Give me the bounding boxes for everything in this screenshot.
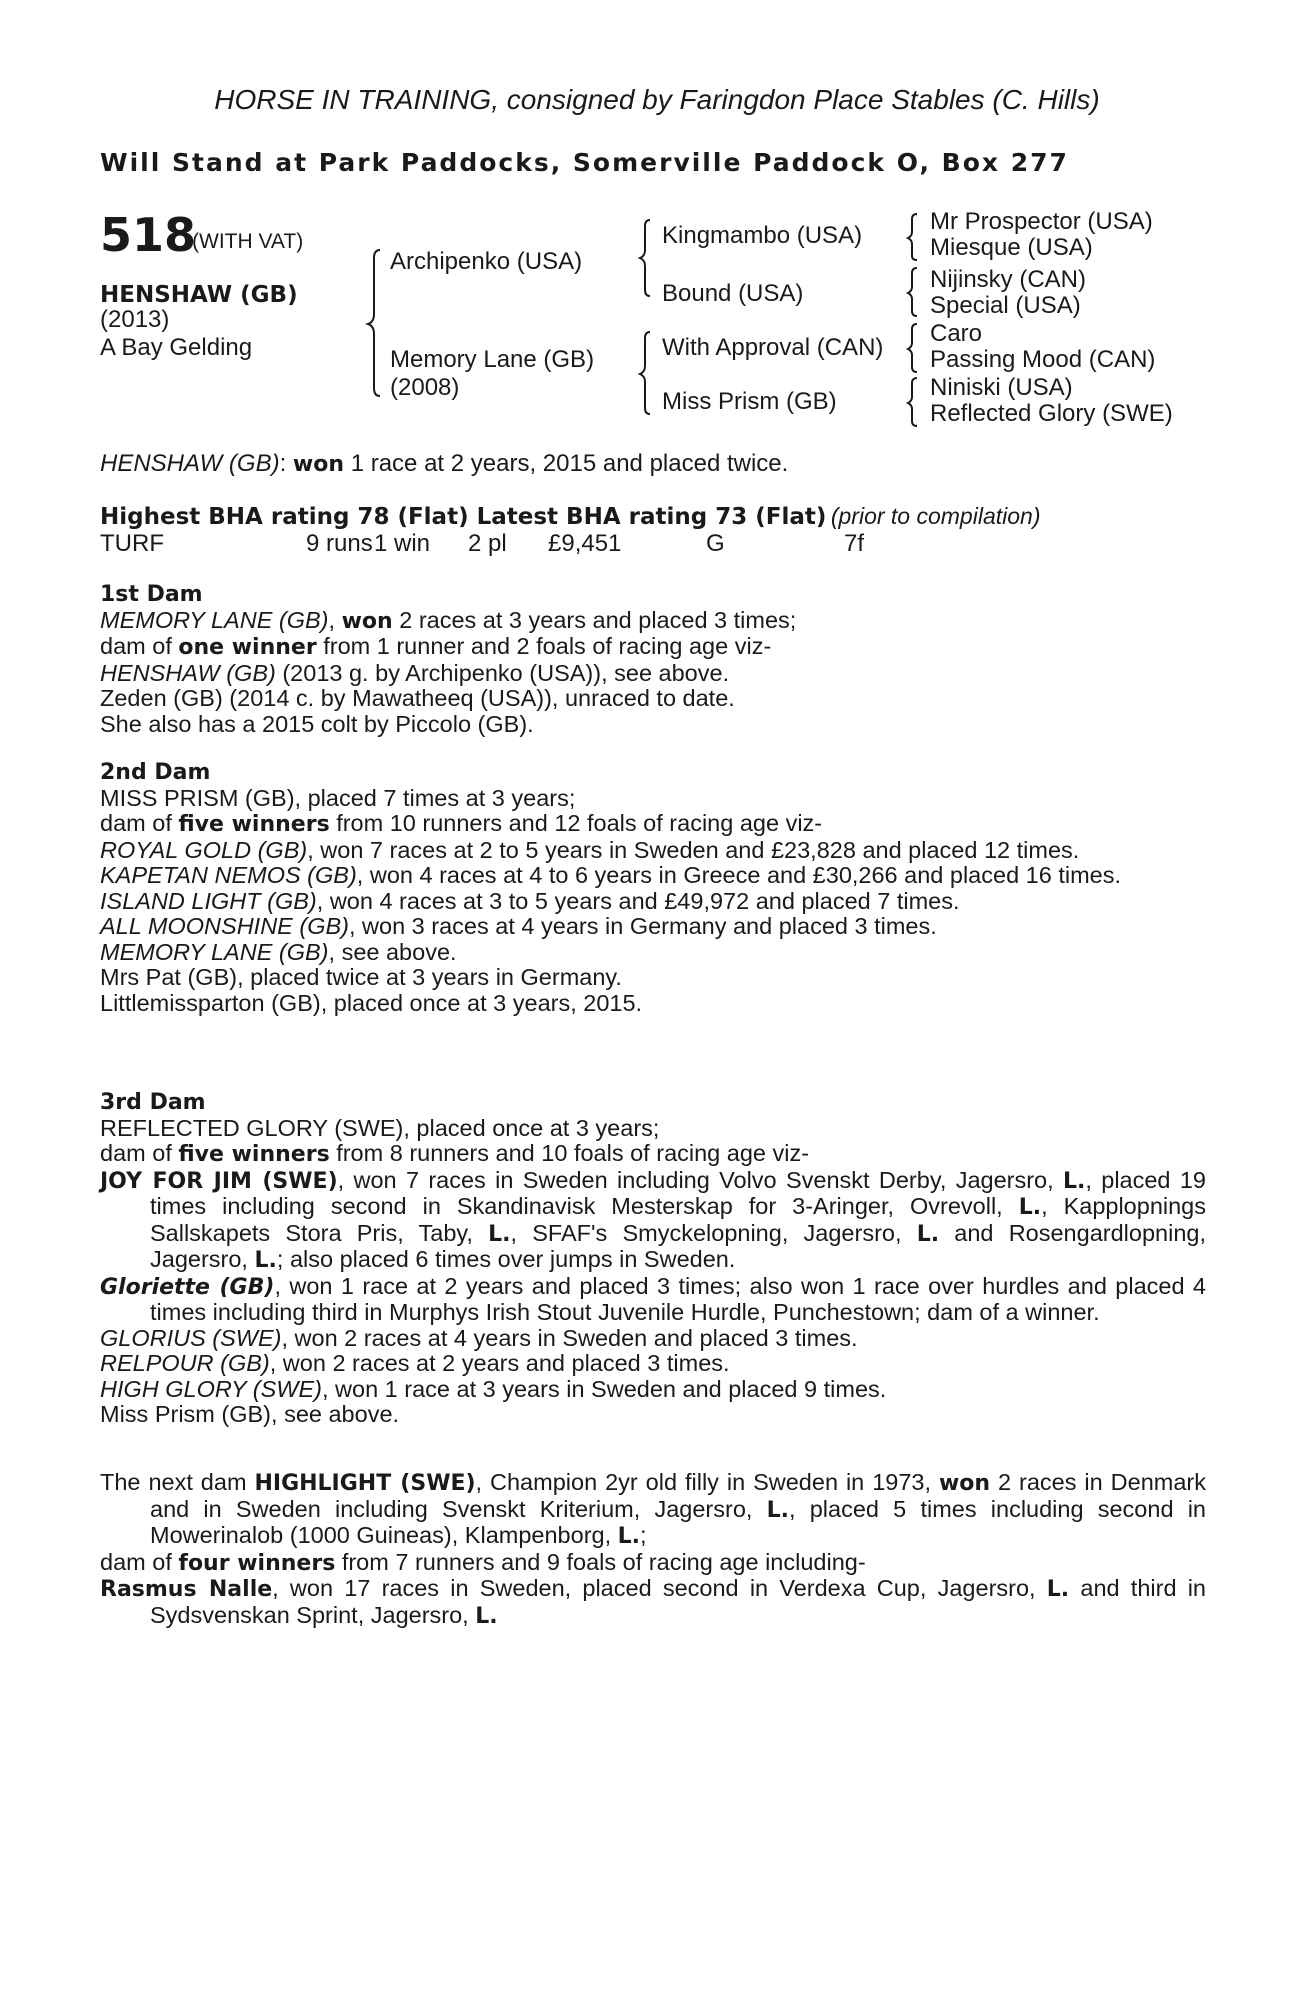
second-dam-line2: dam of five winners from 10 runners and 12 foals of racing age viz- [100, 810, 823, 837]
pedigree-bracket-g12 [906, 212, 920, 262]
second-dam-heading: 2nd Dam [100, 760, 211, 785]
foaling-year: (2013) [100, 306, 170, 333]
pedigree-bracket-g34 [906, 266, 920, 318]
second-dam-progeny: MEMORY LANE (GB), see above. [100, 938, 457, 965]
next-dam-progeny: Rasmus Nalle, won 17 races in Sweden, placed second in Verdexa Cup, Jagersro, L. and third in Sydsvenskan Sprint, Jagersro, L. [100, 1575, 1207, 1629]
next-dam-line: The next dam HIGHLIGHT (SWE), Champion 2yr old filly in Sweden in 1973, won 2 races in Denmark and in Sweden including Svenskt Kriterium, Jagersro, L., placed 5 times including second in Mowerinalob (1000 Guineas), Klampenborg, L.; [100, 1469, 1206, 1549]
third-dam-progeny: RELPOUR (GB), won 2 races at 2 years and placed 3 times. [100, 1350, 730, 1376]
horse-name: HENSHAW (GB) [100, 282, 298, 308]
vat-note: (WITH VAT) [192, 230, 304, 253]
third-dam-progeny: Gloriette (GB), won 1 race at 2 years and placed 3 times; also won 1 race over hurdles and placed 4 times including third in Murphys Irish Stout Juvenile Hurdle, Punchestown; dam of a winner. [100, 1272, 1206, 1325]
pedigree-bracket-sire [638, 218, 654, 298]
first-dam-line1: MEMORY LANE (GB), won 2 races at 3 years and placed 3 times; [100, 606, 797, 634]
record-surface: TURF [100, 530, 164, 557]
pedigree-dam-dam: Miss Prism (GB) [662, 388, 837, 415]
lot-number: 518 [100, 208, 197, 262]
pedigree-g6: Passing Mood (CAN) [930, 346, 1156, 373]
horse-description: A Bay Gelding [100, 334, 253, 361]
second-dam-progeny: Mrs Pat (GB), placed twice at 3 years in Germany. [100, 964, 622, 990]
pedigree-g2: Miesque (USA) [930, 234, 1093, 261]
pedigree-g4: Special (USA) [930, 292, 1081, 319]
second-dam-section [100, 760, 1206, 1016]
record-runs: 9 runs [306, 530, 373, 557]
third-dam-section [100, 1090, 1206, 1428]
pedigree-g8: Reflected Glory (SWE) [930, 400, 1173, 427]
pedigree-dam: Memory Lane (GB) [390, 346, 595, 373]
record-distance: 7f [844, 530, 865, 557]
pedigree-g5: Caro [930, 320, 983, 347]
pedigree-bracket-g78 [906, 376, 920, 428]
first-dam-section [100, 582, 1206, 737]
pedigree-sire-sire: Kingmambo (USA) [662, 222, 863, 249]
first-dam-progeny: Zeden (GB) (2014 c. by Mawatheeq (USA)), unraced to date. [100, 685, 735, 711]
third-dam-progeny: JOY FOR JIM (SWE), won 7 races in Sweden including Volvo Svenskt Derby, Jagersro, L., placed 19 times including second in Skandinavisk Mesterskap for 3-Aringer, Ovrevoll, L., Kapplopnings Sallskapets Stora Pris, Taby, L., SFAF's Smyckelopning, Jagersro, L. and Rosengardlopning, Jagersro, L.; also placed 6 times over jumps in Sweden. [100, 1166, 1207, 1273]
pedigree-g7: Niniski (USA) [930, 374, 1073, 401]
next-dam-line2: dam of four winners from 7 runners and 9 foals of racing age including- [100, 1548, 866, 1576]
first-dam-note: She also has a 2015 colt by Piccolo (GB). [100, 710, 534, 737]
pedigree-bracket-main [366, 248, 386, 398]
next-dam-section [100, 1470, 1206, 1629]
second-dam-line1: MISS PRISM (GB), placed 7 times at 3 years; [100, 784, 576, 811]
pedigree-bracket-dam [638, 330, 654, 416]
second-dam-progeny: ALL MOONSHINE (GB), won 3 races at 4 years in Germany and placed 3 times. [100, 913, 937, 939]
first-dam-line2: dam of one winner from 1 runner and 2 foals of racing age viz- [100, 633, 772, 660]
pedigree-sire: Archipenko (USA) [390, 248, 583, 275]
record-prize: £9,451 [548, 530, 622, 557]
first-dam-progeny: HENSHAW (GB) (2013 g. by Archipenko (USA)), see above. [100, 659, 730, 686]
stable-location: Will Stand at Park Paddocks, Somerville Paddock O, Box 277 [100, 148, 1069, 177]
second-dam-progeny: ISLAND LIGHT (GB), won 4 races at 3 to 5 years and £49,972 and placed 7 times. [100, 887, 960, 914]
third-dam-progeny: Miss Prism (GB), see above. [100, 1401, 400, 1427]
record-placed: 2 pl [468, 530, 507, 557]
race-summary: HENSHAW (GB): won 1 race at 2 years, 2015 and placed twice. [100, 450, 789, 477]
second-dam-progeny: ROYAL GOLD (GB), won 7 races at 2 to 5 years in Sweden and £23,828 and placed 12 times. [100, 836, 1080, 863]
third-dam-progeny: GLORIUS (SWE), won 2 races at 4 years in Sweden and placed 3 times. [100, 1324, 858, 1351]
pedigree-g1: Mr Prospector (USA) [930, 208, 1153, 235]
pedigree-dam-sire: With Approval (CAN) [662, 334, 884, 361]
record-going: G [706, 530, 725, 557]
pedigree-g3: Nijinsky (CAN) [930, 266, 1086, 293]
third-dam-line1: REFLECTED GLORY (SWE), placed once at 3 years; [100, 1114, 660, 1141]
bha-rating: Highest BHA rating 78 (Flat) Latest BHA rating 73 (Flat) (prior to compilation) [100, 503, 1041, 530]
first-dam-heading: 1st Dam [100, 582, 203, 607]
pedigree-dam-year: (2008) [390, 374, 460, 401]
second-dam-progeny: Littlemissparton (GB), placed once at 3 years, 2015. [100, 989, 643, 1016]
third-dam-progeny: HIGH GLORY (SWE), won 1 race at 3 years in Sweden and placed 9 times. [100, 1375, 887, 1402]
third-dam-heading: 3rd Dam [100, 1090, 206, 1115]
pedigree-sire-dam: Bound (USA) [662, 280, 804, 307]
third-dam-line2: dam of five winners from 8 runners and 10 foals of racing age viz- [100, 1140, 810, 1167]
second-dam-progeny: KAPETAN NEMOS (GB), won 4 races at 4 to 6 years in Greece and £30,266 and placed 16 times. [100, 862, 1122, 888]
record-wins: 1 win [374, 530, 431, 557]
catalogue-header: HORSE IN TRAINING, consigned by Faringdon Place Stables (C. Hills) [214, 84, 1100, 115]
pedigree-bracket-g56 [906, 322, 920, 374]
